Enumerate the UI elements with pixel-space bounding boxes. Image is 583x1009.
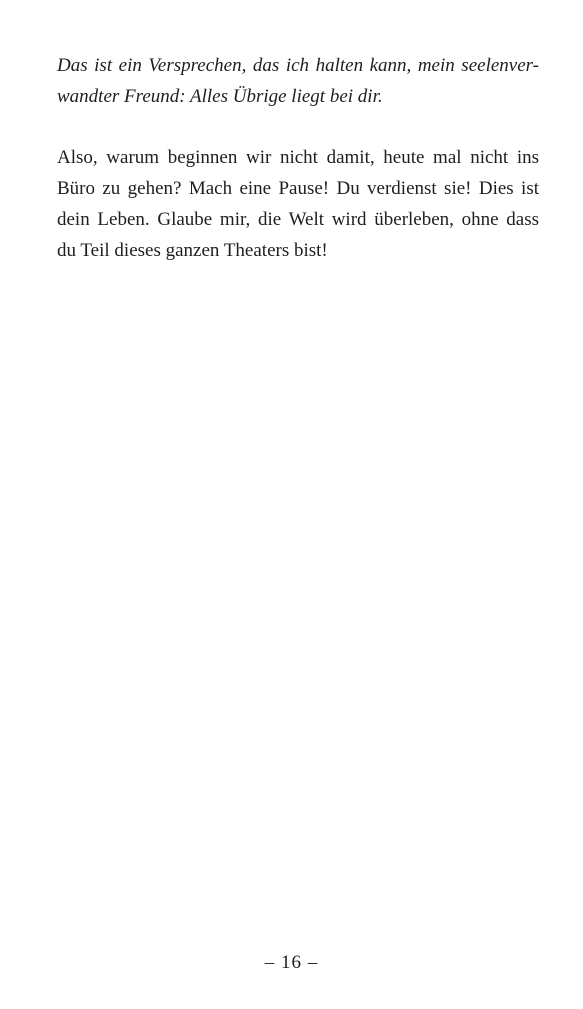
italic-line-2: wandter Freund: Alles Übrige liegt bei dir. [57,86,383,107]
body-line-4: du Teil dieses ganzen Theaters bist! [57,240,328,261]
body-line-3: dein Leben. Glaube mir, die Welt wird überleben, ohne dass [57,209,539,230]
body-line-2: Büro zu gehen? Mach eine Pause! Du verdienst sie! Dies ist [57,178,539,199]
body-paragraph [57,142,539,266]
page-number: – 16 – [264,952,319,973]
italic-paragraph [57,50,539,112]
body-line-1: Also, warum beginnen wir nicht damit, heute mal nicht ins [57,147,539,168]
italic-line-1: Das ist ein Versprechen, das ich halten kann, mein seelenver- [57,55,539,76]
